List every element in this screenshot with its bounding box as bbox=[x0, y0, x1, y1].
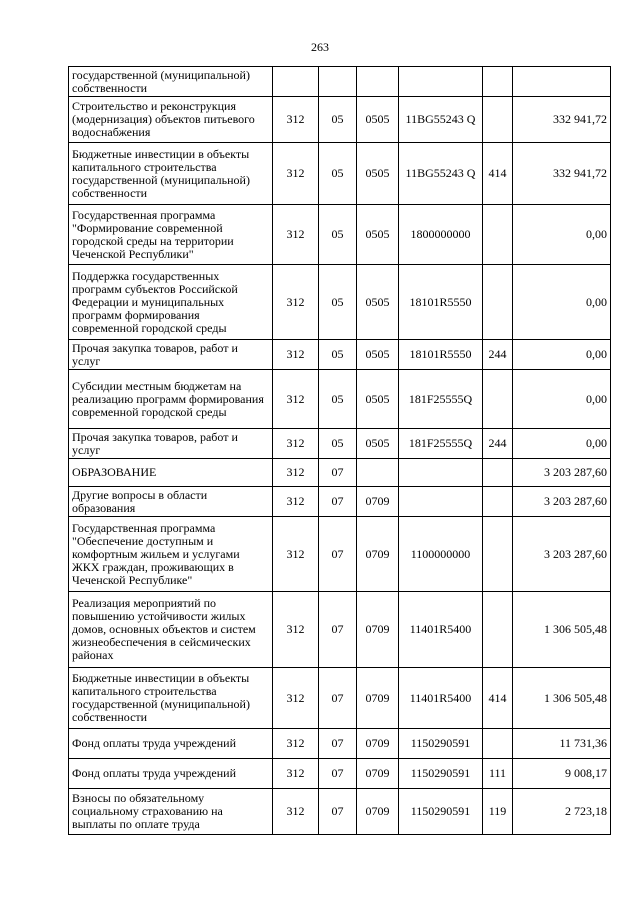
row-name: государственной (муниципальной) собственности bbox=[69, 67, 273, 97]
row-sum: 2 723,18 bbox=[513, 789, 611, 835]
row-name: Фонд оплаты труда учреждений bbox=[69, 759, 273, 789]
row-ved: 312 bbox=[273, 729, 319, 759]
row-pr: 0505 bbox=[357, 370, 399, 429]
row-pr: 0709 bbox=[357, 592, 399, 668]
row-pr bbox=[357, 459, 399, 487]
row-sum: 0,00 bbox=[513, 265, 611, 340]
row-ved: 312 bbox=[273, 429, 319, 459]
row-rz: 05 bbox=[319, 143, 357, 205]
row-csr: 11401R5400 bbox=[399, 668, 483, 729]
row-name: Государственная программа "Формирование современной городской среды на территории Чеченской Республики" bbox=[69, 205, 273, 265]
row-name: Другие вопросы в области образования bbox=[69, 487, 273, 517]
row-csr: 18101R5550 bbox=[399, 265, 483, 340]
row-vr bbox=[483, 97, 513, 143]
row-sum: 3 203 287,60 bbox=[513, 487, 611, 517]
row-ved: 312 bbox=[273, 340, 319, 370]
row-sum bbox=[513, 67, 611, 97]
row-csr: 1100000000 bbox=[399, 517, 483, 592]
table-row bbox=[69, 517, 611, 592]
row-name: Реализация мероприятий по повышению устойчивости жилых домов, основных объектов и систем жизнеобеспечения в сейсмических районах bbox=[69, 592, 273, 668]
row-name: Прочая закупка товаров, работ и услуг bbox=[69, 429, 273, 459]
row-sum: 11 731,36 bbox=[513, 729, 611, 759]
row-vr bbox=[483, 67, 513, 97]
row-rz: 07 bbox=[319, 487, 357, 517]
row-ved: 312 bbox=[273, 205, 319, 265]
row-vr bbox=[483, 370, 513, 429]
row-pr: 0709 bbox=[357, 668, 399, 729]
row-sum: 3 203 287,60 bbox=[513, 517, 611, 592]
row-name: Прочая закупка товаров, работ и услуг bbox=[69, 340, 273, 370]
row-csr: 1800000000 bbox=[399, 205, 483, 265]
row-name: ОБРАЗОВАНИЕ bbox=[69, 459, 273, 487]
row-rz: 05 bbox=[319, 429, 357, 459]
row-rz: 05 bbox=[319, 265, 357, 340]
row-csr: 1150290591 bbox=[399, 789, 483, 835]
row-csr: 1150290591 bbox=[399, 759, 483, 789]
row-pr: 0709 bbox=[357, 487, 399, 517]
row-ved bbox=[273, 67, 319, 97]
row-rz: 05 bbox=[319, 97, 357, 143]
row-pr: 0505 bbox=[357, 143, 399, 205]
row-rz: 07 bbox=[319, 789, 357, 835]
row-sum: 1 306 505,48 bbox=[513, 668, 611, 729]
row-csr bbox=[399, 487, 483, 517]
row-csr: 11BG55243 Q bbox=[399, 143, 483, 205]
row-name: Поддержка государственных программ субъектов Российской Федерации и муниципальных программ формирования современной городской среды bbox=[69, 265, 273, 340]
row-rz: 07 bbox=[319, 592, 357, 668]
row-ved: 312 bbox=[273, 592, 319, 668]
table-row bbox=[69, 668, 611, 729]
row-sum: 0,00 bbox=[513, 429, 611, 459]
row-sum: 0,00 bbox=[513, 370, 611, 429]
table-row bbox=[69, 143, 611, 205]
row-rz bbox=[319, 67, 357, 97]
row-vr: 244 bbox=[483, 340, 513, 370]
row-rz: 05 bbox=[319, 205, 357, 265]
table-row bbox=[69, 205, 611, 265]
row-vr bbox=[483, 729, 513, 759]
row-pr: 0505 bbox=[357, 429, 399, 459]
row-name: Взносы по обязательному социальному страхованию на выплаты по оплате труда bbox=[69, 789, 273, 835]
row-vr bbox=[483, 265, 513, 340]
table-row bbox=[69, 97, 611, 143]
row-rz: 07 bbox=[319, 459, 357, 487]
row-ved: 312 bbox=[273, 459, 319, 487]
row-ved: 312 bbox=[273, 789, 319, 835]
row-sum: 0,00 bbox=[513, 205, 611, 265]
row-csr: 181F25555Q bbox=[399, 370, 483, 429]
row-rz: 07 bbox=[319, 759, 357, 789]
row-ved: 312 bbox=[273, 370, 319, 429]
budget-table bbox=[68, 66, 611, 835]
row-rz: 05 bbox=[319, 370, 357, 429]
row-csr bbox=[399, 67, 483, 97]
table-row bbox=[69, 370, 611, 429]
row-ved: 312 bbox=[273, 265, 319, 340]
row-sum: 332 941,72 bbox=[513, 143, 611, 205]
table-row bbox=[69, 759, 611, 789]
row-ved: 312 bbox=[273, 668, 319, 729]
row-vr bbox=[483, 592, 513, 668]
row-csr: 11BG55243 Q bbox=[399, 97, 483, 143]
row-csr: 18101R5550 bbox=[399, 340, 483, 370]
row-vr bbox=[483, 459, 513, 487]
row-csr: 11401R5400 bbox=[399, 592, 483, 668]
row-sum: 9 008,17 bbox=[513, 759, 611, 789]
row-pr: 0709 bbox=[357, 789, 399, 835]
row-sum: 332 941,72 bbox=[513, 97, 611, 143]
row-rz: 07 bbox=[319, 517, 357, 592]
row-pr: 0709 bbox=[357, 759, 399, 789]
row-name: Строительство и реконструкция (модернизация) объектов питьевого водоснабжения bbox=[69, 97, 273, 143]
row-name: Бюджетные инвестиции в объекты капитального строительства государственной (муниципальной) собственности bbox=[69, 668, 273, 729]
table-row bbox=[69, 729, 611, 759]
row-pr bbox=[357, 67, 399, 97]
row-ved: 312 bbox=[273, 487, 319, 517]
row-pr: 0505 bbox=[357, 340, 399, 370]
table-row bbox=[69, 67, 611, 97]
table-row bbox=[69, 265, 611, 340]
row-vr: 414 bbox=[483, 668, 513, 729]
row-vr: 119 bbox=[483, 789, 513, 835]
row-name: Фонд оплаты труда учреждений bbox=[69, 729, 273, 759]
row-vr bbox=[483, 205, 513, 265]
table-row bbox=[69, 340, 611, 370]
row-csr: 1150290591 bbox=[399, 729, 483, 759]
row-rz: 07 bbox=[319, 729, 357, 759]
row-ved: 312 bbox=[273, 97, 319, 143]
row-name: Бюджетные инвестиции в объекты капитального строительства государственной (муниципальной) собственности bbox=[69, 143, 273, 205]
row-rz: 05 bbox=[319, 340, 357, 370]
table-row bbox=[69, 592, 611, 668]
row-vr bbox=[483, 487, 513, 517]
row-csr bbox=[399, 459, 483, 487]
row-pr: 0709 bbox=[357, 517, 399, 592]
row-sum: 0,00 bbox=[513, 340, 611, 370]
row-vr: 111 bbox=[483, 759, 513, 789]
table-row bbox=[69, 429, 611, 459]
row-vr bbox=[483, 517, 513, 592]
row-pr: 0505 bbox=[357, 265, 399, 340]
row-rz: 07 bbox=[319, 668, 357, 729]
row-vr: 414 bbox=[483, 143, 513, 205]
row-name: Государственная программа "Обеспечение доступным и комфортным жильем и услугами ЖКХ граждан, проживающих в Чеченской Республике" bbox=[69, 517, 273, 592]
row-ved: 312 bbox=[273, 759, 319, 789]
table-row bbox=[69, 789, 611, 835]
row-ved: 312 bbox=[273, 517, 319, 592]
row-pr: 0505 bbox=[357, 97, 399, 143]
row-csr: 181F25555Q bbox=[399, 429, 483, 459]
row-ved: 312 bbox=[273, 143, 319, 205]
row-sum: 3 203 287,60 bbox=[513, 459, 611, 487]
table-row bbox=[69, 459, 611, 487]
row-pr: 0709 bbox=[357, 729, 399, 759]
row-sum: 1 306 505,48 bbox=[513, 592, 611, 668]
row-name: Субсидии местным бюджетам на реализацию программ формирования современной городской среды bbox=[69, 370, 273, 429]
page-number: 263 bbox=[311, 40, 329, 54]
row-pr: 0505 bbox=[357, 205, 399, 265]
table-row bbox=[69, 487, 611, 517]
row-vr: 244 bbox=[483, 429, 513, 459]
